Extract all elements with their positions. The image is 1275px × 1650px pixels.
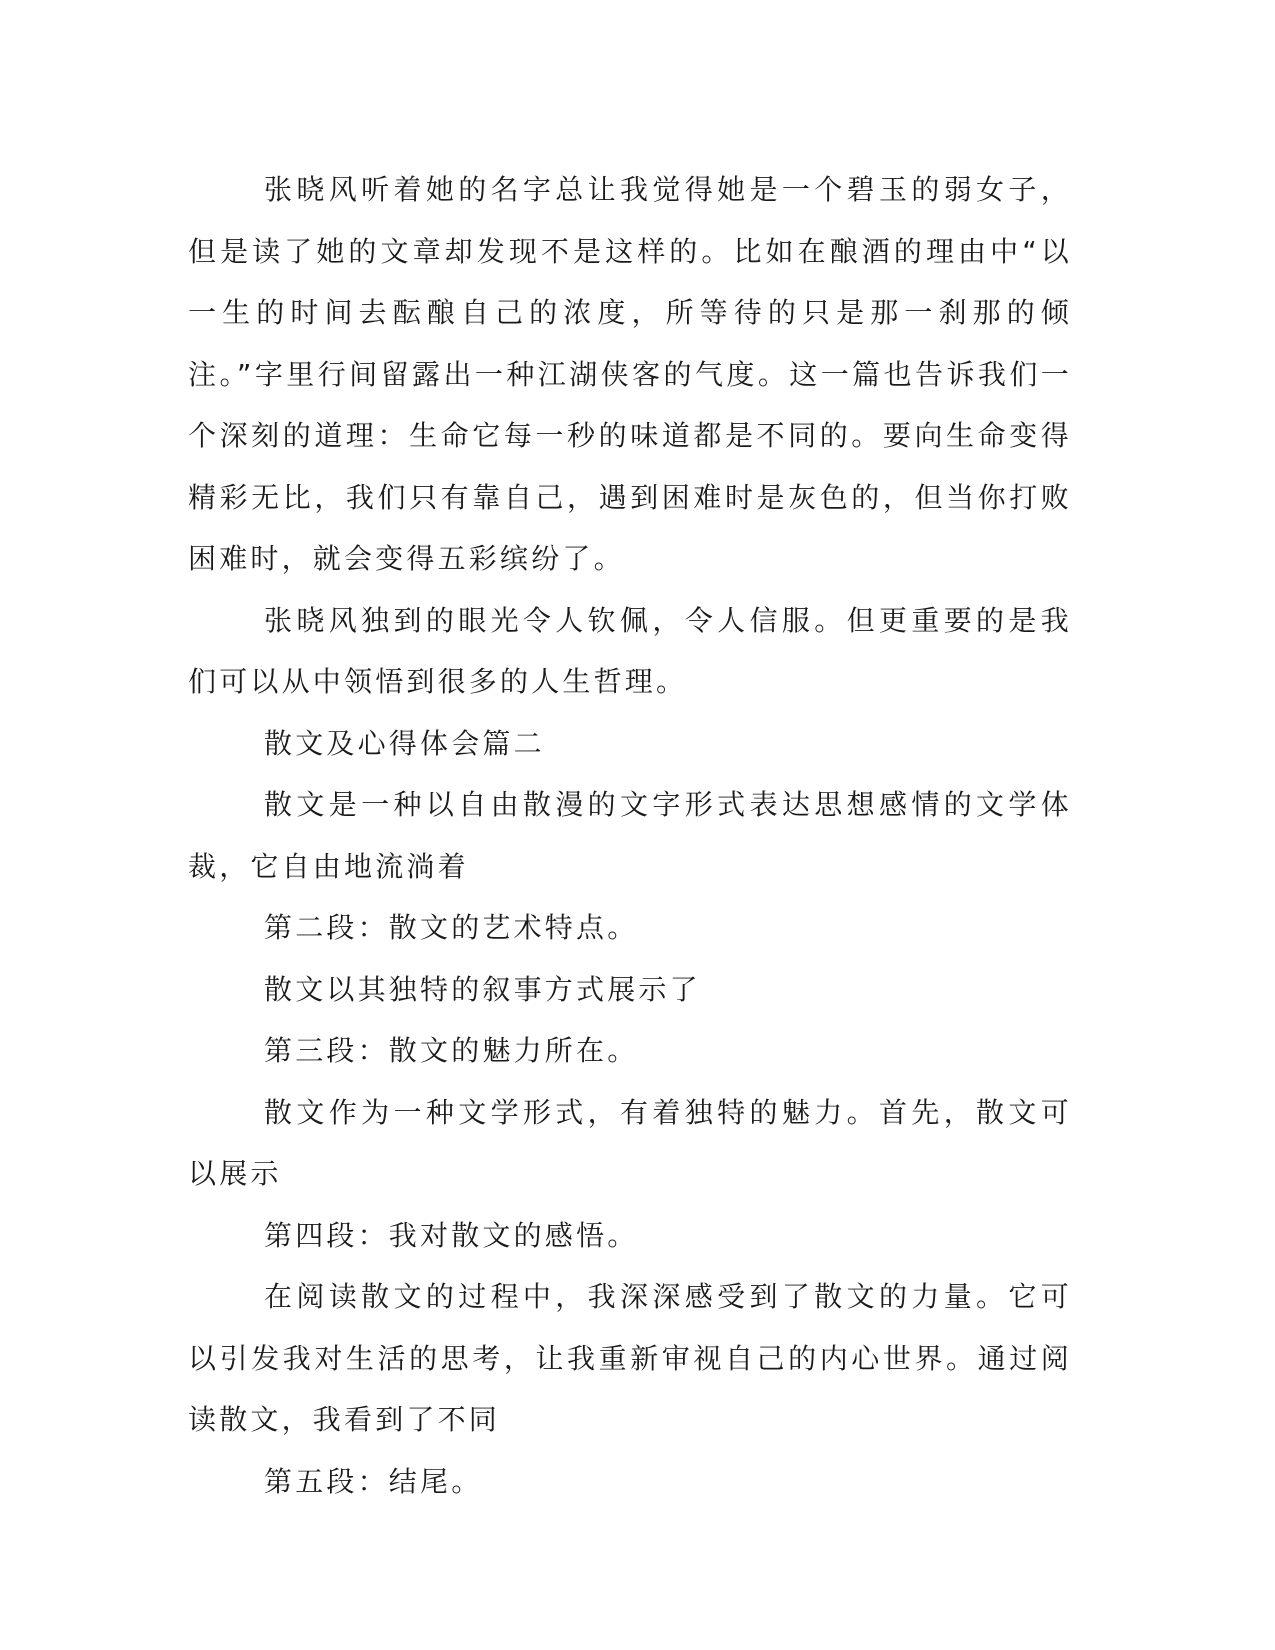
- document-body: [188, 159, 1072, 1512]
- paragraph-body-4: 在阅读散文的过程中，我深深感受到了散文的力量。它可以引发我对生活的思考，让我重新审视自己的内心世界。通过阅读散文，我看到了不同: [188, 1280, 1072, 1436]
- paragraph-conclusion: 张晓风独到的眼光令人钦佩，令人信服。但更重要的是我们可以从中领悟到很多的人生哲理。: [188, 603, 1072, 698]
- paragraph-intro-review: 张晓风听着她的名字总让我觉得她是一个碧玉的弱女子，但是读了她的文章却发现不是这样的。比如在酿酒的理由中“以一生的时间去酝酿自己的浓度，所等待的只是那一刹那的倾注。”字里行间留露出一种江湖侠客的气度。这一篇也告诉我们一个深刻的道理：生命它每一秒的味道都是不同的。要向生命变得精彩无比，我们只有靠自己，遇到困难时是灰色的，但当你打败困难时，就会变得五彩缤纷了。: [188, 173, 1072, 575]
- paragraph-heading-3: 第三段：散文的魅力所在。: [264, 1034, 639, 1067]
- paragraph-heading-4: 第四段：我对散文的感悟。: [264, 1218, 639, 1252]
- paragraph-body-3: 散文作为一种文学形式，有着独特的魅力。首先，散文可以展示: [188, 1095, 1072, 1190]
- section-heading: 散文及心得体会篇二: [264, 726, 545, 760]
- paragraph-definition: 散文是一种以自由散漫的文字形式表达思想感情的文学体裁，它自由地流淌着: [188, 788, 1072, 883]
- paragraph-body-2: 散文以其独特的叙事方式展示了: [264, 972, 701, 1006]
- paragraph-heading-5: 第五段：结尾。: [264, 1464, 483, 1498]
- paragraph-heading-2: 第二段：散文的艺术特点。: [264, 911, 639, 944]
